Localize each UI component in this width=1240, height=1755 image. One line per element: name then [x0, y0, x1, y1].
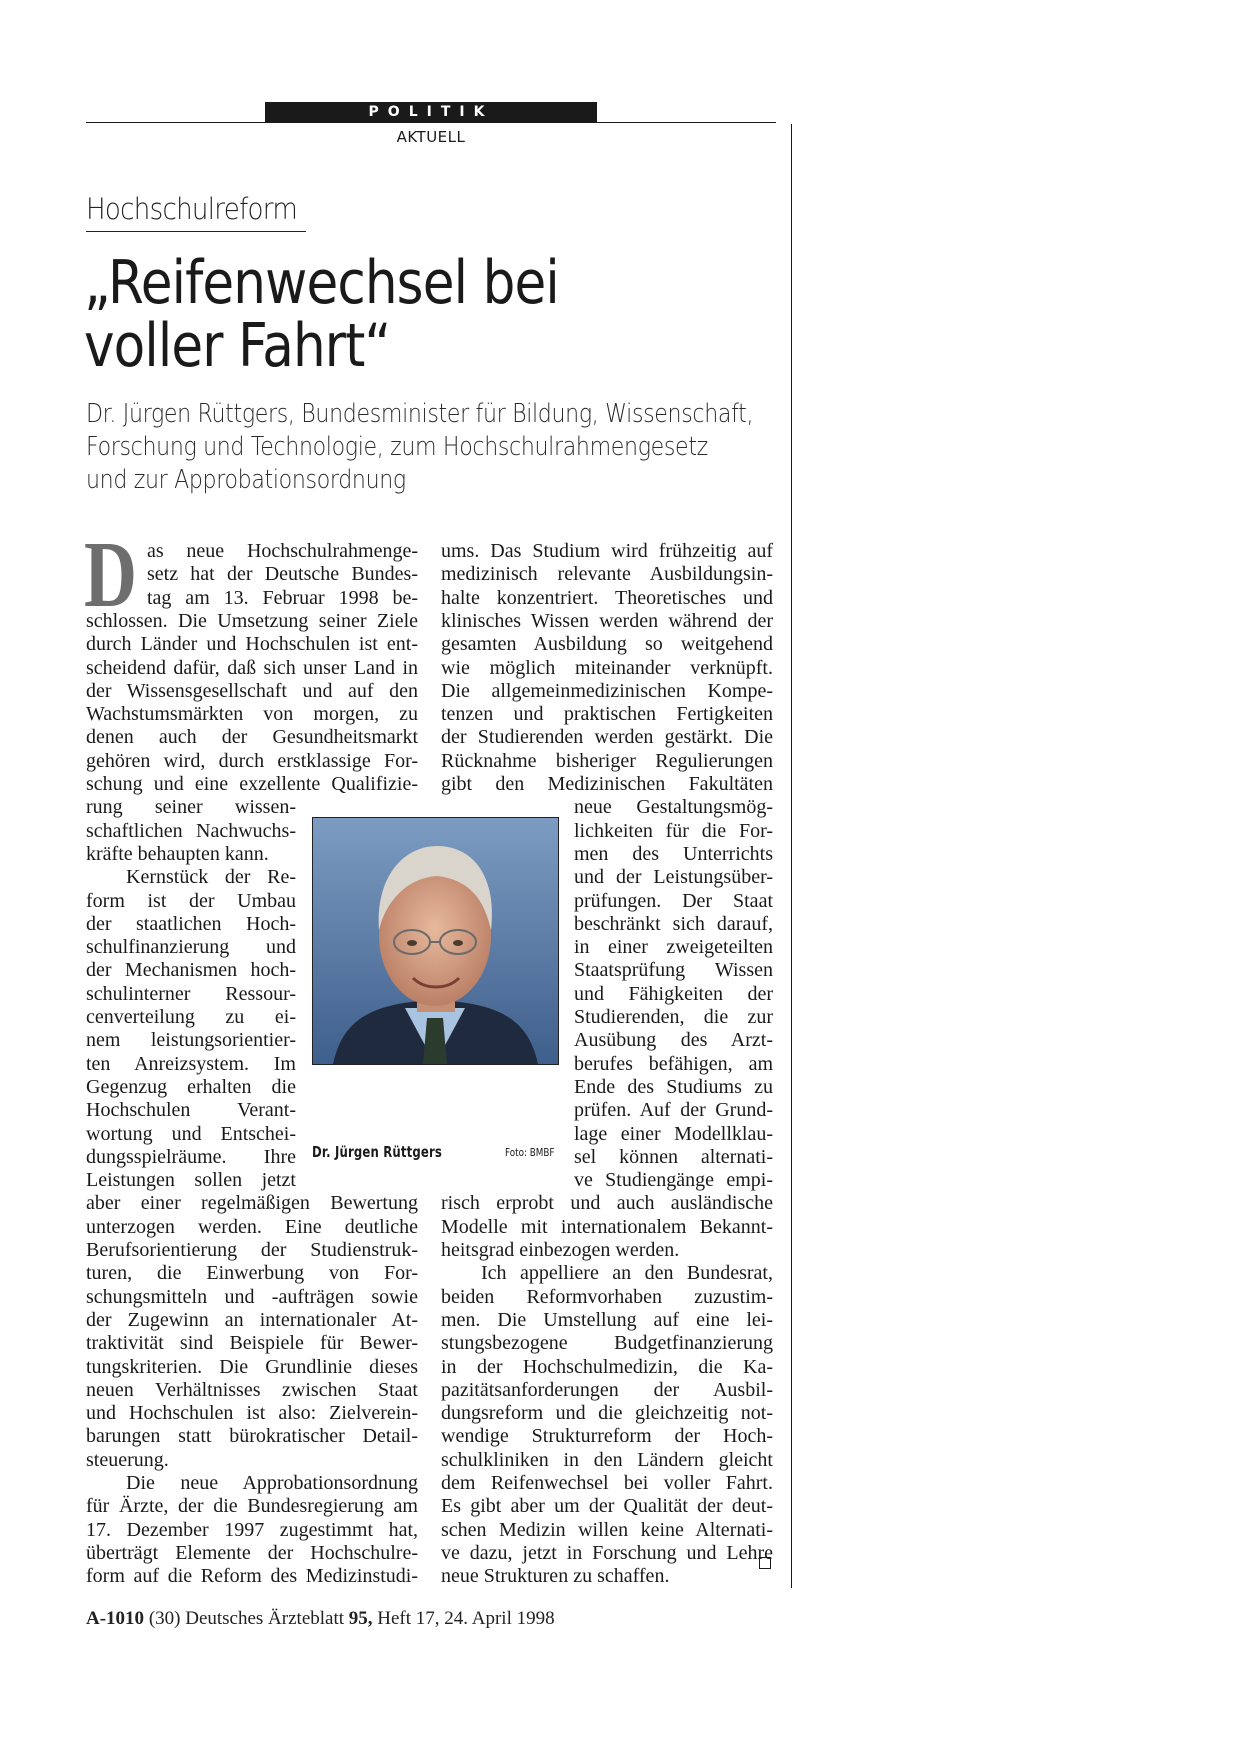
- column1-text-line: form auf die Reform des Medizinstudi-: [86, 1565, 418, 1588]
- column1-text-line: schung und eine exzellente Qualifizie-: [86, 773, 418, 795]
- column1-text-line: denen auch der Gesundheitsmarkt: [86, 726, 418, 749]
- column1-text-line: Leistungen sollen jetzt: [86, 1169, 296, 1192]
- journal-volume: 95,: [348, 1608, 373, 1629]
- column1-text-line: der Wissensgesellschaft und auf den: [86, 679, 418, 702]
- column2-text-line: lichkeiten für die For-: [574, 819, 773, 842]
- column1-text-line: cenverteilung zu ei-: [86, 1006, 296, 1028]
- column2-text-line: heitsgrad einbezogen werden.: [441, 1239, 680, 1261]
- column1-text-line: traktivität sind Beispiele für Bewer-: [86, 1332, 418, 1355]
- column1-text-line: rung seiner wissen-: [86, 796, 296, 819]
- page-footer: [86, 1608, 555, 1630]
- issue-page: (30): [148, 1608, 181, 1629]
- article-kicker: Hochschulreform: [86, 192, 298, 226]
- column2-text-line: men des Unterrichts: [574, 842, 773, 865]
- column-rule: [791, 124, 792, 1588]
- column1-text-line: durch Länder und Hochschulen ist ent-: [86, 633, 418, 656]
- column2-text-line: schulkliniken in den Ländern gleicht: [441, 1448, 773, 1471]
- column2-text-line: Modelle mit internationalem Bekannt-: [441, 1215, 773, 1238]
- column2-text-line: ve dazu, jetzt in Forschung und Lehre: [441, 1541, 773, 1564]
- headline-line: „Reifenwechsel bei: [84, 248, 559, 318]
- column2-text-line: in einer zweigeteilten: [574, 936, 773, 959]
- column2-text-line: wendige Strukturreform der Hoch-: [441, 1425, 773, 1448]
- photo-credit: Foto: BMBF: [505, 1146, 555, 1159]
- column2-text-line: beschränkt sich darauf,: [574, 912, 773, 935]
- column2-text-line: prüfen. Auf der Grund-: [574, 1099, 773, 1122]
- subheadline-line: und zur Approbationsordnung: [86, 465, 406, 495]
- column2-text-line: berufes befähigen, am: [574, 1052, 773, 1075]
- subheadline-line: Dr. Jürgen Rüttgers, Bundesminister für Bildung, Wissenschaft,: [86, 399, 754, 429]
- column2-text-line: medizinisch relevante Ausbildungsin-: [441, 563, 773, 586]
- photo-caption: Dr. Jürgen Rüttgers: [312, 1143, 443, 1161]
- column2-text-line: pazitätsanforderungen der Ausbil-: [441, 1378, 773, 1401]
- column1-text-line: Gegenzug erhalten die: [86, 1075, 296, 1098]
- kicker-underline: [86, 231, 306, 232]
- column1-text-line: nem leistungsorientier-: [86, 1029, 296, 1052]
- column2-text-line: Die allgemeinmedizinischen Kompe-: [441, 679, 773, 702]
- header-rule: [86, 122, 776, 123]
- column1-text-line: Die neue Approbationsordnung: [126, 1472, 418, 1494]
- column1-text-line: Kernstück der Re-: [126, 866, 296, 889]
- end-of-article-mark: [759, 1557, 771, 1569]
- column1-text-line: schlossen. Die Umsetzung seiner Ziele: [86, 609, 418, 632]
- column2-text-line: klinisches Wissen werden während der: [441, 609, 773, 632]
- column2-text-line: ums. Das Studium wird frühzeitig auf: [441, 540, 773, 562]
- column2-text-line: tenzen und praktischen Fertigkeiten: [441, 703, 773, 726]
- column1-text-line: dungsspielräume. Ihre: [86, 1145, 296, 1168]
- column2-text-line: neue Gestaltungsmög-: [574, 796, 773, 819]
- column2-text-line: sel können alternati-: [574, 1145, 773, 1168]
- column2-text-line: ve Studiengänge empi-: [574, 1169, 773, 1192]
- column2-text-line: Ende des Studiums zu: [574, 1075, 773, 1098]
- column1-text-line: der staatlichen Hoch-: [86, 912, 296, 935]
- article-headline: [84, 248, 703, 381]
- subheadline-line: Forschung und Technologie, zum Hochschulrahmengesetz: [86, 432, 708, 462]
- column2-text-line: Ausübung des Arzt-: [574, 1029, 773, 1052]
- column2-text-line: gibt den Medizinischen Fakultäten: [441, 773, 773, 795]
- column1-text-line: schulinterner Ressour-: [86, 982, 296, 1005]
- column2-text-line: wie möglich miteinander verknüpft.: [441, 656, 773, 679]
- column1-text-line: überträgt Elemente der Hochschulre-: [86, 1541, 418, 1564]
- column1-text-line: wortung und Entschei-: [86, 1122, 296, 1145]
- subsection-label: AKTUELL: [396, 128, 466, 146]
- column2-text-line: gesamten Ausbildung so weitgehend: [441, 633, 773, 656]
- column1-text-line: tungskriterien. Die Grundlinie dieses: [86, 1355, 418, 1378]
- column2-text-line: in der Hochschulmedizin, die Ka-: [441, 1355, 773, 1378]
- headline-line: voller Fahrt“: [84, 311, 391, 381]
- page-number: A-1010: [86, 1608, 145, 1629]
- column1-text-line: und Hochschulen ist also: Zielverein-: [86, 1402, 418, 1425]
- column2-text-line: beiden Reformvorhaben zuzustim-: [441, 1285, 773, 1308]
- column2-text-line: risch erprobt und auch ausländische: [441, 1192, 773, 1215]
- column1-text-line: barungen statt bürokratischer Detail-: [86, 1425, 418, 1448]
- column2-text-line: und der Leistungsüber-: [574, 866, 773, 889]
- column1-text-line: der Zugewinn an internationaler At-: [86, 1308, 418, 1331]
- column1-text-line: der Mechanismen hoch-: [86, 959, 296, 982]
- article-subheadline: [86, 398, 758, 497]
- column1-text-line: steuerung.: [86, 1448, 169, 1471]
- column2-text-line: dem Reifenwechsel bei voller Fahrt.: [441, 1472, 773, 1494]
- column2-text-line: neue Strukturen zu schaffen.: [441, 1565, 670, 1588]
- column1-text-line: schungsmitteln und -aufträgen sowie: [86, 1285, 418, 1308]
- column1-text-line: turen, die Einwerbung von For-: [86, 1262, 418, 1285]
- column1-text-line: Wachstumsmärkten von morgen, zu: [86, 703, 418, 726]
- column2-text-line: stungsbezogene Budgetfinanzierung: [441, 1332, 773, 1355]
- column1-text-line: ten Anreizsystem. Im: [86, 1052, 296, 1075]
- column2-text-line: Ich appelliere an den Bundesrat,: [481, 1262, 773, 1285]
- column1-text-line: form ist der Umbau: [86, 889, 296, 912]
- column1-text-line: tag am 13. Februar 1998 be-: [147, 586, 418, 609]
- column1-text-line: kräfte behaupten kann.: [86, 842, 269, 865]
- column1-text-line: aber einer regelmäßigen Bewertung: [86, 1192, 418, 1215]
- column1-text-line: Hochschulen Verant-: [86, 1099, 296, 1122]
- column1-text-line: 17. Dezember 1997 zugestimmt hat,: [86, 1518, 418, 1541]
- column1-text-line: unterzogen werden. Eine deutliche: [86, 1215, 418, 1238]
- column2-text-line: und Fähigkeiten der: [574, 982, 773, 1005]
- column2-text-line: halte konzentriert. Theoretisches und: [441, 586, 773, 609]
- column1-text-line: setz hat der Deutsche Bundes-: [147, 563, 418, 586]
- column1-text-line: für Ärzte, der die Bundesregierung am: [86, 1495, 418, 1518]
- column2-text-line: schen Medizin willen keine Alternati-: [441, 1518, 773, 1541]
- section-label: POLITIK: [265, 102, 597, 122]
- column1-text-line: Berufsorientierung der Studienstruk-: [86, 1239, 418, 1261]
- column1-text-line: gehören wird, durch erstklassige For-: [86, 749, 418, 772]
- column1-text-line: scheidend dafür, daß sich unser Land in: [86, 656, 418, 679]
- column1-text-line: neuen Verhältnisses zwischen Staat: [86, 1378, 418, 1401]
- column2-text-line: men. Die Umstellung auf eine lei-: [441, 1308, 773, 1331]
- column2-text-line: prüfungen. Der Staat: [574, 889, 773, 912]
- column1-text-line: schaftlichen Nachwuchs-: [86, 819, 296, 842]
- column1-text-line: as neue Hochschulrahmenge-: [147, 540, 418, 562]
- column2-text-line: lage einer Modellklau-: [574, 1122, 773, 1145]
- column2-text-line: dungsreform und die gleichzeitig not-: [441, 1402, 773, 1425]
- drop-cap: D: [84, 523, 137, 627]
- portrait-illustration: [313, 818, 558, 1064]
- column2-text-line: Staatsprüfung Wissen: [574, 959, 773, 982]
- journal-issue: Heft 17, 24. April 1998: [377, 1608, 555, 1629]
- journal-name: Deutsches Ärzteblatt: [185, 1608, 345, 1629]
- column2-text-line: Studierenden, die zur: [574, 1006, 773, 1028]
- column2-text-line: der Studierenden werden gestärkt. Die: [441, 726, 773, 749]
- column2-text-line: Es gibt aber um der Qualität der deut-: [441, 1495, 773, 1518]
- column1-text-line: schulfinanzierung und: [86, 936, 296, 959]
- portrait-photo: [312, 817, 559, 1065]
- column2-text-line: Rücknahme bisheriger Regulierungen: [441, 749, 773, 772]
